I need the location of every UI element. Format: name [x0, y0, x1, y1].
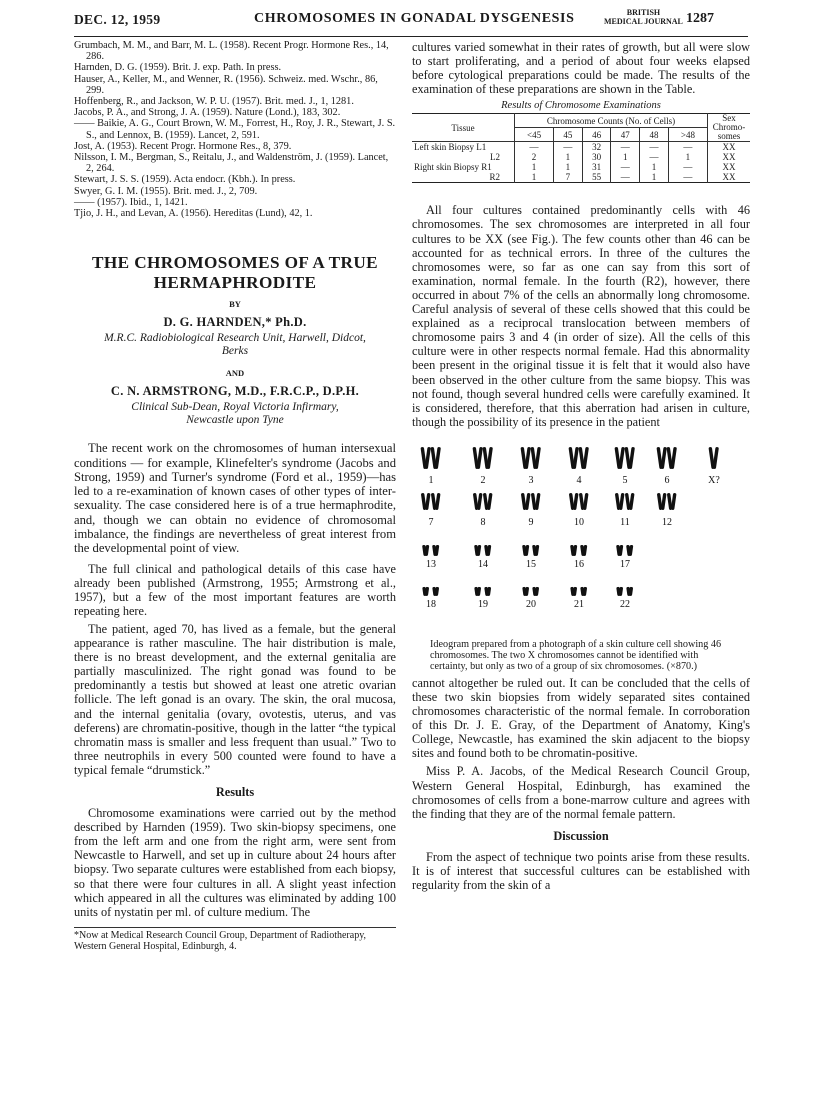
- chromosome-pair: [473, 493, 493, 510]
- chromosome-label: 6: [664, 474, 670, 486]
- chromosome-label: 22: [620, 598, 630, 610]
- page-number: 1287: [686, 11, 714, 26]
- row-tissue: [412, 162, 515, 172]
- cell: 1: [554, 152, 583, 162]
- cell: —: [668, 172, 707, 183]
- results-table: [412, 113, 750, 183]
- title-line-2: HERMAPHRODITE: [153, 273, 317, 293]
- cell: 1: [611, 152, 640, 162]
- chromosome-label: 12: [662, 516, 672, 528]
- journal-line-2: MEDICAL JOURNAL: [604, 17, 683, 26]
- paragraph: cannot altogether be ruled out. It can be concluded that the cells of these two skin biopsies from widely separated sites contained chromosomes characteristic of the normal female. In corroboration of this Dr. J. E. Gray, of the Department of Anatomy, King's College, Newcastle, has examined the skin adjacent to the biopsy sites and found both to be chromatin-positive.: [412, 675, 750, 761]
- chromatid: [583, 493, 589, 510]
- chromosome-label: 16: [574, 558, 584, 570]
- reference: Jost, A. (1953). Recent Progr. Hormone Res., 8, 379.: [74, 140, 292, 152]
- cell: 1: [515, 162, 554, 172]
- chromosome-pair: [614, 447, 634, 469]
- reference: Swyer, G. I. M. (1955). Brit. med. J., 2, 709.: [74, 185, 258, 197]
- cell: —: [668, 162, 707, 172]
- paragraph: Chromosome examinations were carried out by the method described by Harnden (1959). Two skin-biopsy specimens, one from the left arm and one from the right arm, were sent from Newcastle to Harwell, and set up in culture about 24 hours after biopsy. Two separate cultures were established from each biopsy, so that there were four cultures in all. A slight yeast infection which appeared in all the cultures was eliminated by adding 100 units of nystatin per ml. of culture medium. The: [74, 806, 396, 919]
- reference: Harnden, D. G. (1959). Brit. J. exp. Path. In press.: [74, 62, 282, 74]
- affiliation-1: [74, 332, 396, 358]
- chromosome-label: 18: [426, 598, 436, 610]
- karyotype-ideogram: [412, 441, 750, 637]
- cell: 1: [668, 152, 707, 162]
- cell: 30: [582, 152, 611, 162]
- chromatid: [524, 447, 530, 469]
- cell: —: [611, 172, 640, 183]
- cell: 2: [515, 152, 554, 162]
- results-heading: Results: [215, 785, 255, 800]
- chromatid: [434, 447, 440, 469]
- reference: Stewart, J. S. S. (1959). Acta endocr. (Kbh.). In press.: [74, 174, 296, 186]
- table-header-tissue: Tissue: [412, 114, 515, 142]
- reference: —— (1957). Ibid., 1, 1421.: [74, 196, 188, 208]
- chromatid: [670, 447, 676, 469]
- chromosome-label: 3: [528, 474, 534, 486]
- column-header: 46: [582, 128, 611, 142]
- cell: —: [668, 142, 707, 153]
- chromatid: [424, 447, 430, 469]
- cell: —: [611, 162, 640, 172]
- chromosome-pair: [657, 493, 677, 510]
- table-row: [412, 172, 750, 183]
- chromatid: [671, 493, 677, 510]
- table-header-sex: [708, 114, 751, 142]
- reference-list: [74, 40, 396, 219]
- chromosome-pair: [708, 447, 718, 469]
- chromosome-label: 5: [622, 474, 628, 486]
- chromosome-pair: [570, 587, 587, 596]
- author-2: C. N. ARMSTRONG, M.D., F.R.C.P., D.P.H.: [110, 384, 360, 399]
- cell: 1: [640, 162, 669, 172]
- chromatid: [619, 493, 625, 510]
- culture-id: R2: [489, 172, 500, 183]
- chromosome-label: 10: [574, 516, 584, 528]
- chromosome-pair: [422, 545, 439, 556]
- cell: —: [554, 142, 583, 153]
- chromatid: [712, 447, 718, 469]
- chromosome-label: 19: [478, 598, 488, 610]
- chromosome-label: 4: [576, 474, 582, 486]
- chromosome-label: X?: [708, 474, 720, 486]
- reference: —— Baikie, A. G., Court Brown, W. M., Forrest, H., Roy, J. R., Stewart, J. S. S., and Lennox, B. (1959). Lancet, 2, 591.: [74, 118, 396, 141]
- culture-id: R1: [481, 162, 492, 173]
- chromosome-pair: [522, 587, 539, 596]
- cell: —: [515, 142, 554, 153]
- chromosome-pair: [521, 493, 541, 510]
- cell: 31: [582, 162, 611, 172]
- byline-by: BY: [229, 299, 241, 310]
- affiliation-2: [74, 401, 396, 427]
- paragraph-intro: The recent work on the chromosomes of human intersexual conditions — for example, Klinefelter's syndrome (Jacobs and Strong, 1959) and Turner's syndrome (Ford et al., 1959)—has led to a re-examination of known cases of other types of inter-sexuality. The case considered here is of a true hermaphrodite, and, though we can obtain no evidence of chromosomal imbalance, the findings are nevertheless of great interest from the developmental point of view.: [74, 441, 396, 556]
- paragraph: Miss P. A. Jacobs, of the Medical Research Council Group, Western General Hospital, Edinburgh, has examined the chromosomes of cells from a bone-marrow culture and agrees with the finding that they are of the normal female pattern.: [412, 764, 750, 821]
- chromosome-label: 1: [428, 474, 434, 486]
- chromosome-pair: [656, 447, 676, 469]
- chromatid: [476, 447, 482, 469]
- paragraph: cultures varied somewhat in their rates of growth, but all were slow to start proliferating, and a period of about four weeks elapsed before cytological preparations could be made. The results of the examination of these preparations are shown in the Table.: [412, 40, 750, 97]
- reference: Hauser, A., Keller, M., and Wenner, R. (1956). Schweiz. med. Wschr., 86, 299.: [74, 73, 378, 96]
- row-tissue: [412, 152, 515, 162]
- row-tissue: [412, 142, 515, 153]
- cell: 32: [582, 142, 611, 153]
- chromosome-pair: [568, 447, 588, 469]
- paragraph: The full clinical and pathological details of this case have already been published (Armstrong, 1955; Armstrong et al., 1957), but a few of the most important features are worth repeating here.: [74, 561, 396, 618]
- left-column: [74, 40, 396, 952]
- table-row: [412, 152, 750, 162]
- paragraph: From the aspect of technique two points arise from these results. It is of interest that successful cultures can be established with regularity from the skin of a: [412, 849, 750, 892]
- affiliation-2-line-2: Newcastle upon Tyne: [186, 414, 284, 427]
- chromatid: [486, 447, 492, 469]
- cell: 55: [582, 172, 611, 183]
- journal-line-1: BRITISH: [626, 8, 661, 17]
- chromatid: [629, 493, 635, 510]
- running-title: CHROMOSOMES IN GONADAL DYSGENESIS: [254, 11, 575, 26]
- ideogram-graphic: [412, 441, 750, 637]
- row-tissue: [412, 172, 515, 183]
- affiliation-2-line-1: Clinical Sub-Dean, Royal Victoria Infirmary,: [131, 401, 339, 414]
- byline-and: AND: [225, 368, 245, 379]
- reference: Jacobs, P. A., and Strong, J. A. (1959). Nature (Lond.), 183, 302.: [74, 107, 341, 119]
- chromosome-label: 21: [574, 598, 584, 610]
- figure-caption: Ideogram prepared from a photograph of a skin culture cell showing 46 chromosomes. The two X chromosomes cannot be identified with certainty, but only as two of a group of six chromosomes. (×870.): [430, 638, 722, 672]
- chromatid: [534, 447, 540, 469]
- chromatid: [435, 493, 441, 510]
- chromatid: [535, 493, 541, 510]
- chromosome-pair: [522, 545, 539, 556]
- column-header: 48: [640, 128, 669, 142]
- cell-sex: XX: [722, 172, 736, 183]
- sex-header-line-2: Chromo-: [712, 122, 746, 133]
- affiliation-1-line-1: M.R.C. Radiobiological Research Unit, Harwell, Didcot,: [104, 332, 366, 345]
- chromosome-label: 15: [526, 558, 536, 570]
- reference: Hoffenberg, R., and Jackson, W. P. U. (1957). Brit. med. J., 1, 1281.: [74, 96, 354, 108]
- chromosome-pair: [520, 447, 540, 469]
- discussion-heading: Discussion: [553, 828, 609, 843]
- chromosome-pair: [570, 545, 587, 556]
- sex-header-line-1: Sex: [722, 113, 736, 124]
- reference: Nilsson, I. M., Bergman, S., Reitalu, J., and Waldenström, J. (1959). Lancet, 2, 264.: [74, 152, 389, 175]
- journal-name: [604, 8, 683, 26]
- cell: —: [640, 142, 669, 153]
- chromosome-pair: [616, 545, 633, 556]
- chromosome-label: 9: [528, 516, 534, 528]
- chromatid: [425, 493, 431, 510]
- reference: Tjio, J. H., and Levan, A. (1956). Hereditas (Lund), 42, 1.: [74, 208, 313, 220]
- chromosome-label: 14: [478, 558, 488, 570]
- cell: 1: [640, 172, 669, 183]
- chromosome-pair: [472, 447, 492, 469]
- culture-id: L1: [476, 142, 487, 153]
- article-title: [74, 253, 396, 293]
- chromatid: [572, 447, 578, 469]
- table-header-counts: Chromosome Counts (No. of Cells): [515, 114, 708, 128]
- table-row: [412, 142, 750, 153]
- chromosome-pair: [474, 587, 491, 596]
- table-caption: Results of Chromosome Examinations: [501, 100, 661, 112]
- column-header: >48: [668, 128, 707, 142]
- cell: 1: [515, 172, 554, 183]
- affiliation-1-line-2: Berks: [221, 345, 249, 358]
- author-1: D. G. HARNDEN,* Ph.D.: [163, 315, 307, 330]
- chromatid: [573, 493, 579, 510]
- cell-sex: XX: [722, 162, 736, 173]
- cell: 1: [554, 162, 583, 172]
- running-header: [74, 6, 748, 37]
- chromosome-pair: [422, 587, 439, 596]
- chromatid: [582, 447, 588, 469]
- chromatid: [487, 493, 493, 510]
- tissue-name: Left skin Biopsy: [414, 142, 474, 153]
- table-row: [412, 162, 750, 172]
- paragraph: All four cultures contained predominantly cells with 46 chromosomes. The sex chromosomes are interpreted in all four cultures to be XX (see Fig.). The few counts other than 46 can be accounted for as technical errors. In three of the cultures the chromosomes were, so far as one can say from this sort of examination, normal female. In the fourth (R2), however, there occurred in about 7% of the cells an abnormally long chromosome. Careful analysis of several of these cells showed that this could be explained as a reciprocal translocation between members of chromosome pairs 3 and 4 (in order of size). All the cells of this culture were in other respects normal female. Had this abnormality been present in the original tissue it is felt that it would also have been observed in the other culture from the same biopsy. This was not found, though several hundred cells were carefully examined. It is considered, therefore, that this aberration had arisen in culture, though the possibility of its presence in the patient: [412, 203, 750, 429]
- column-header: 47: [611, 128, 640, 142]
- tissue-name: Right skin Biopsy: [414, 162, 480, 173]
- chromatid: [660, 447, 666, 469]
- chromosome-label: 2: [480, 474, 486, 486]
- right-column: [412, 40, 750, 892]
- chromosome-pair: [616, 587, 633, 596]
- cell: 7: [554, 172, 583, 183]
- column-header: <45: [515, 128, 554, 142]
- culture-id: L2: [490, 152, 500, 163]
- column-header: 45: [554, 128, 583, 142]
- reference: Grumbach, M. M., and Barr, M. L. (1958). Recent Progr. Hormone Res., 14, 286.: [74, 40, 389, 63]
- title-line-1: THE CHROMOSOMES OF A TRUE: [92, 253, 378, 273]
- chromatid: [628, 447, 634, 469]
- chromosome-label: 8: [480, 516, 486, 528]
- chromatid: [661, 493, 667, 510]
- chromosome-label: 7: [428, 516, 434, 528]
- footnote: *Now at Medical Research Council Group, Department of Radiotherapy, Western General Hospital, Edinburgh, 4.: [74, 927, 396, 952]
- chromosome-label: 11: [620, 516, 630, 528]
- chromosome-pair: [421, 493, 441, 510]
- cell: —: [640, 152, 669, 162]
- chromatid: [618, 447, 624, 469]
- chromosome-pair: [569, 493, 589, 510]
- issue-date: DEC. 12, 1959: [74, 12, 161, 27]
- cell-sex: XX: [722, 142, 736, 153]
- chromosome-pair: [615, 493, 635, 510]
- chromosome-pair: [474, 545, 491, 556]
- chromosome-pair: [420, 447, 440, 469]
- cell: —: [611, 142, 640, 153]
- cell-sex: XX: [722, 152, 736, 163]
- chromatid: [477, 493, 483, 510]
- paragraph: The patient, aged 70, has lived as a female, but the general appearance is rather masculine. The hair distribution is male, there is no breast development, and the external genitalia are partially masculinized. The right gonad was found to be predominantly a testis but showed at least one atretic ovarian follicle. The left gonad is an ovary. The skin, the oral mucosa, and the internal genitalia (ovary, ovotestis, uterus, and vas deferens) are chromatin-positive, though in the latter “the typical chromatin mass is smaller and less frequent than usual.” Two to three neutrophils in every 500 counted were found to have a typical female “drumstick.”: [74, 622, 396, 777]
- chromosome-label: 20: [526, 598, 536, 610]
- chromosome-label: 17: [620, 558, 630, 570]
- left-body: [74, 441, 396, 952]
- chromosome-label: 13: [426, 558, 436, 570]
- chromatid: [525, 493, 531, 510]
- sex-header-line-3: somes: [717, 131, 741, 142]
